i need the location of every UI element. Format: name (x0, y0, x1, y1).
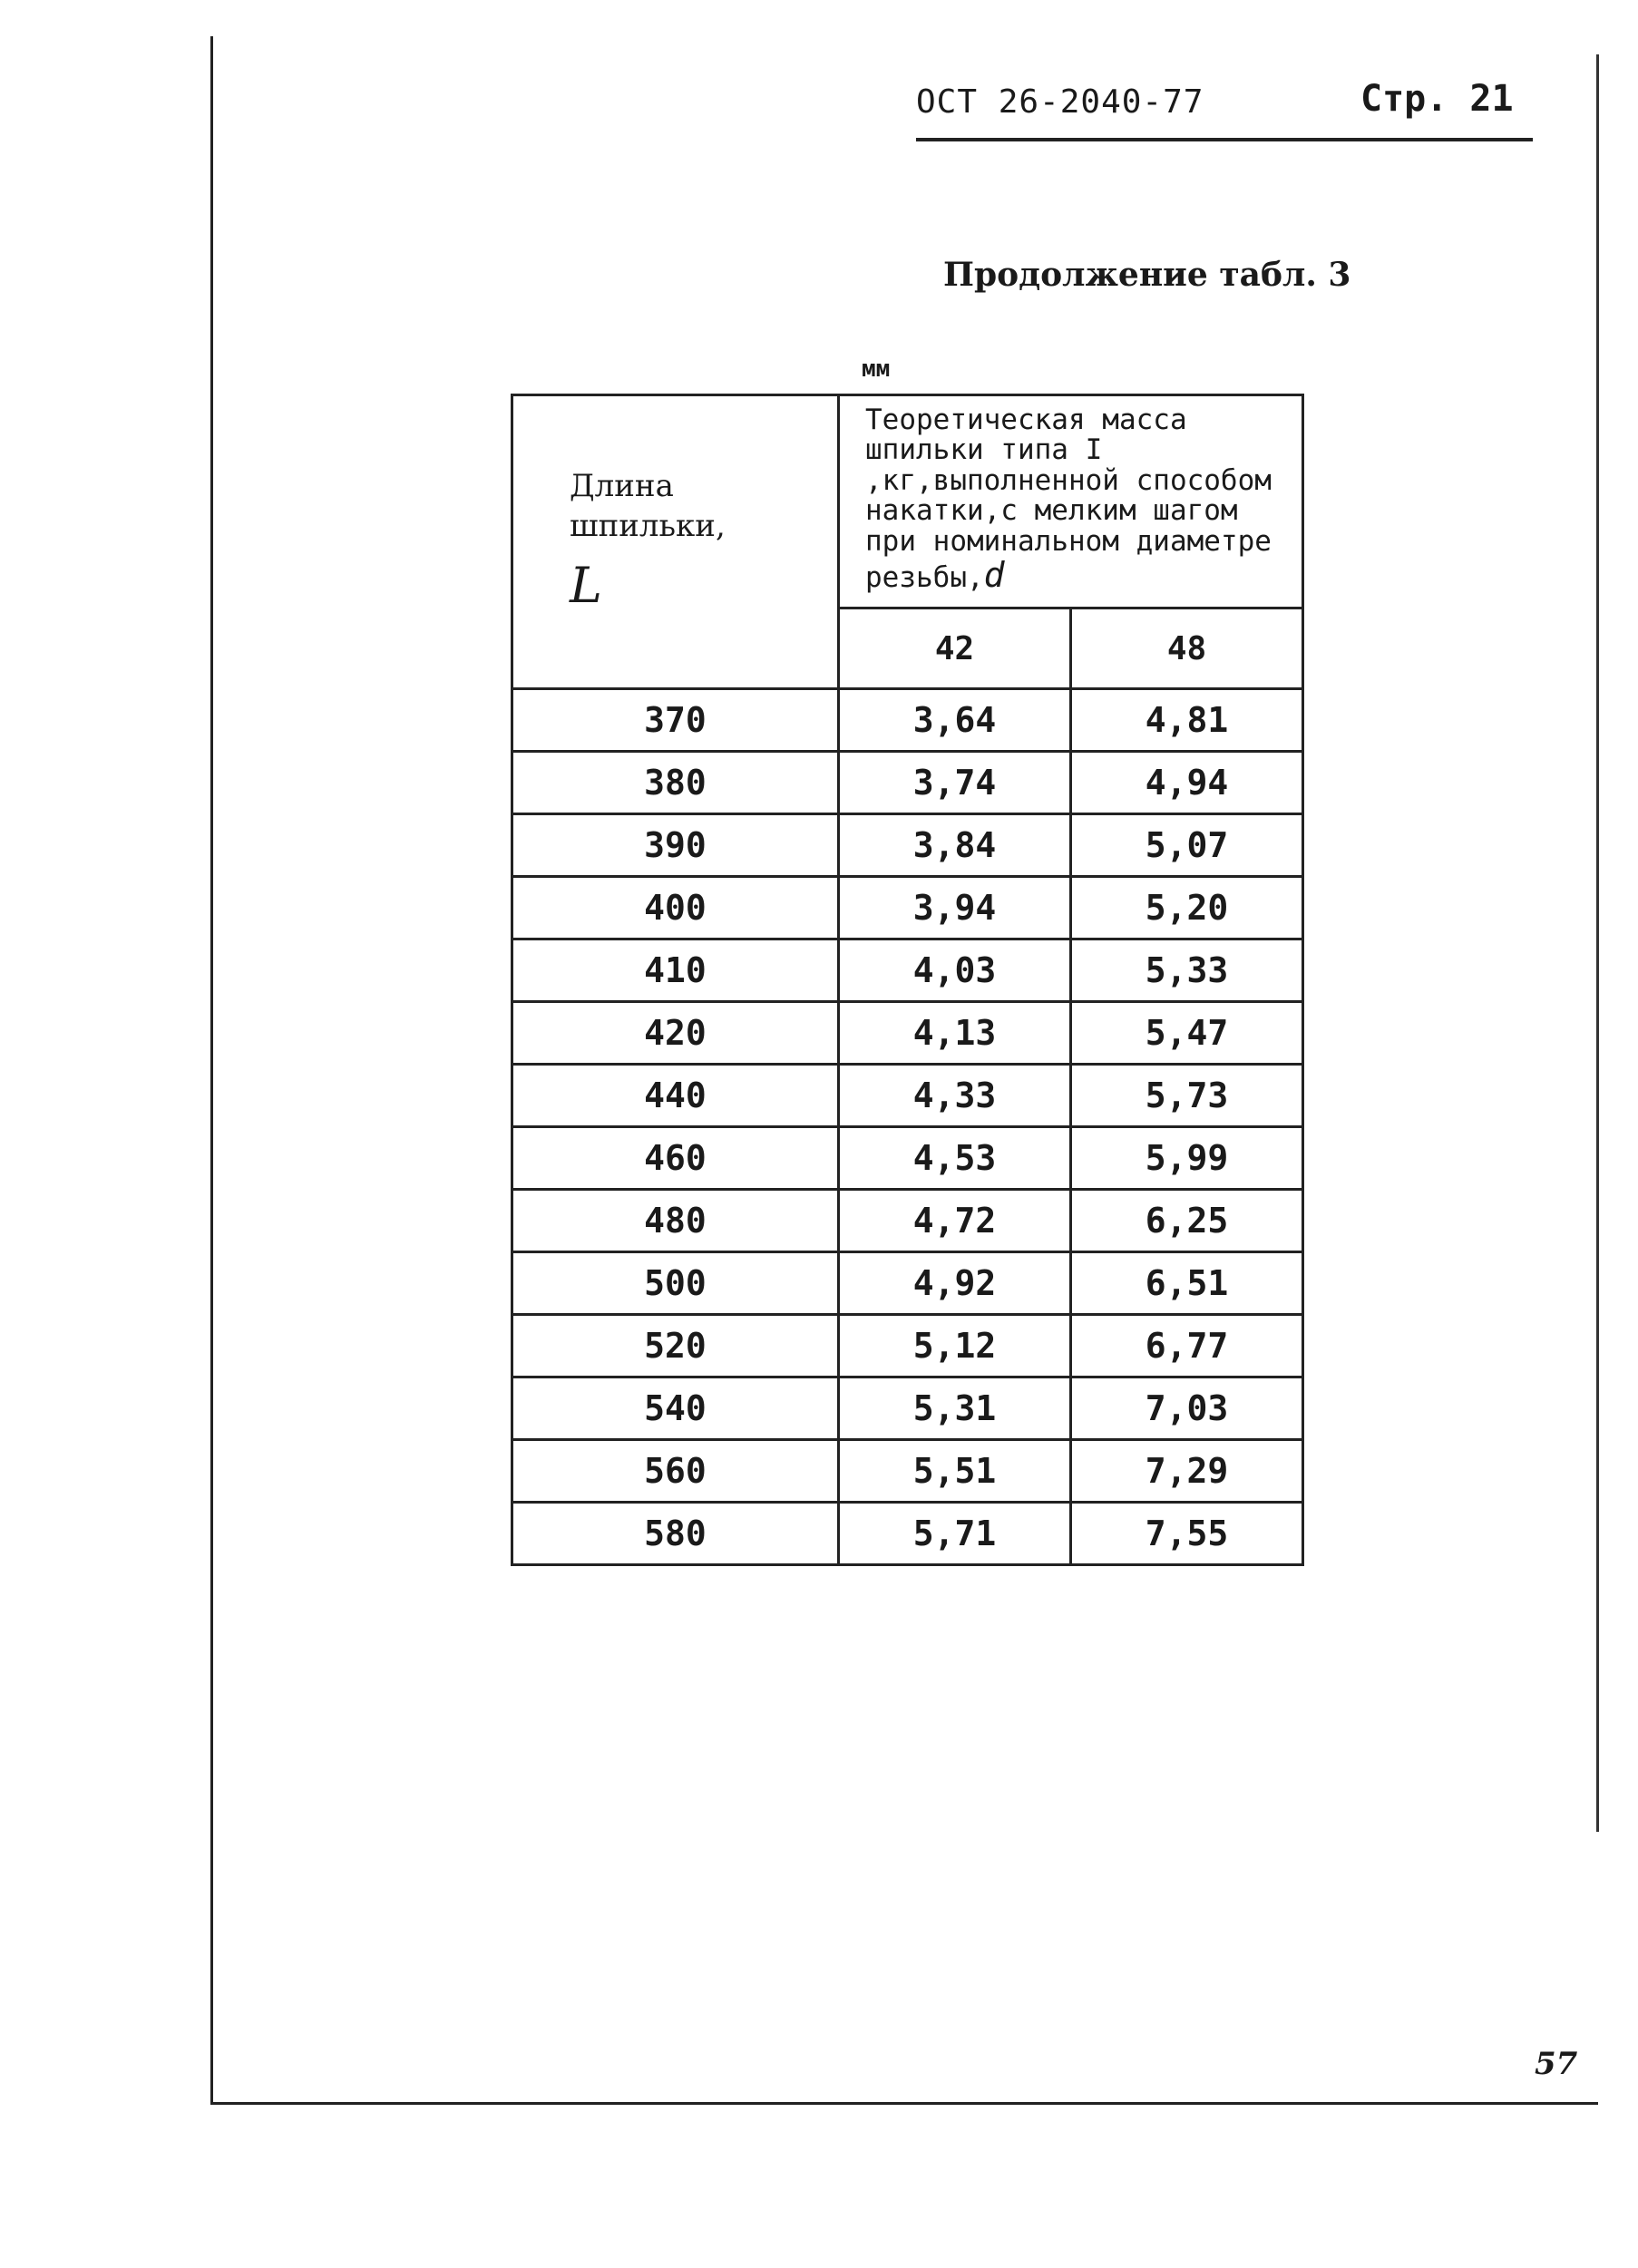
mass-48-cell: 5,33 (1071, 939, 1303, 1002)
mass-42-cell: 5,51 (839, 1440, 1071, 1503)
length-cell: 520 (512, 1315, 839, 1377)
unit-label: мм (862, 355, 891, 383)
mass-42-cell: 5,31 (839, 1377, 1071, 1440)
table-row (512, 1503, 1303, 1565)
mass-48-cell: 6,25 (1071, 1190, 1303, 1252)
length-cell: 560 (512, 1440, 839, 1503)
length-cell: 500 (512, 1252, 839, 1315)
mass-42-cell: 3,84 (839, 814, 1071, 877)
length-cell: 410 (512, 939, 839, 1002)
page-frame-right (1596, 54, 1599, 1832)
mass-column-header (839, 395, 1303, 608)
length-cell: 460 (512, 1127, 839, 1190)
mass-48-cell: 5,20 (1071, 877, 1303, 939)
diameter-header-42: 42 (839, 608, 1071, 689)
table-row (512, 689, 1303, 752)
table-row (512, 1065, 1303, 1127)
mass-42-cell: 4,03 (839, 939, 1071, 1002)
length-cell: 400 (512, 877, 839, 939)
mass-48-cell: 5,99 (1071, 1127, 1303, 1190)
mass-48-cell: 4,94 (1071, 752, 1303, 814)
length-cell: 480 (512, 1190, 839, 1252)
page-number: 57 (1535, 2046, 1578, 2082)
mass-42-cell: 5,71 (839, 1503, 1071, 1565)
mass-42-cell: 4,53 (839, 1127, 1071, 1190)
mass-42-cell: 4,13 (839, 1002, 1071, 1065)
mass-42-cell: 4,92 (839, 1252, 1071, 1315)
mass-48-cell: 7,29 (1071, 1440, 1303, 1503)
mass-42-cell: 5,12 (839, 1315, 1071, 1377)
diameter-header-48: 48 (1071, 608, 1303, 689)
table-header-row (512, 395, 1303, 608)
table-row (512, 752, 1303, 814)
header-rule (916, 138, 1533, 141)
table-row (512, 1315, 1303, 1377)
length-cell: 420 (512, 1002, 839, 1065)
mass-header-text: Теоретическая масса шпильки типа I ,кг,выполненной способом накатки,с мелким шагом при номинальном диаметре резьбы, (865, 404, 1272, 595)
length-header-text: Длина шпильки, (570, 468, 726, 545)
length-cell: 580 (512, 1503, 839, 1565)
mass-symbol: d (983, 555, 1005, 596)
mass-48-cell: 7,55 (1071, 1503, 1303, 1565)
mass-42-cell: 4,72 (839, 1190, 1071, 1252)
page-reference: Стр. 21 (1360, 78, 1514, 120)
mass-42-cell: 4,33 (839, 1065, 1071, 1127)
length-symbol: L (570, 556, 602, 614)
table-row (512, 1252, 1303, 1315)
mass-42-cell: 3,64 (839, 689, 1071, 752)
page-frame-bottom (210, 2102, 1598, 2105)
table-caption: Продолжение табл. 3 (943, 256, 1351, 294)
length-column-header (512, 395, 839, 689)
mass-48-cell: 4,81 (1071, 689, 1303, 752)
table-row (512, 877, 1303, 939)
length-cell: 390 (512, 814, 839, 877)
table-row (512, 1127, 1303, 1190)
length-cell: 540 (512, 1377, 839, 1440)
table-row (512, 1377, 1303, 1440)
table-row (512, 939, 1303, 1002)
mass-table (511, 394, 1304, 1566)
mass-48-cell: 5,47 (1071, 1002, 1303, 1065)
mass-48-cell: 5,73 (1071, 1065, 1303, 1127)
table-row (512, 1002, 1303, 1065)
mass-42-cell: 3,94 (839, 877, 1071, 939)
table-row (512, 1190, 1303, 1252)
mass-48-cell: 7,03 (1071, 1377, 1303, 1440)
page-frame-left (210, 36, 213, 2104)
length-cell: 380 (512, 752, 839, 814)
table-row (512, 814, 1303, 877)
length-cell: 370 (512, 689, 839, 752)
length-cell: 440 (512, 1065, 839, 1127)
table-row (512, 1440, 1303, 1503)
mass-48-cell: 5,07 (1071, 814, 1303, 877)
mass-48-cell: 6,77 (1071, 1315, 1303, 1377)
mass-48-cell: 6,51 (1071, 1252, 1303, 1315)
document-code: ОСТ 26-2040-77 (916, 83, 1204, 121)
mass-42-cell: 3,74 (839, 752, 1071, 814)
